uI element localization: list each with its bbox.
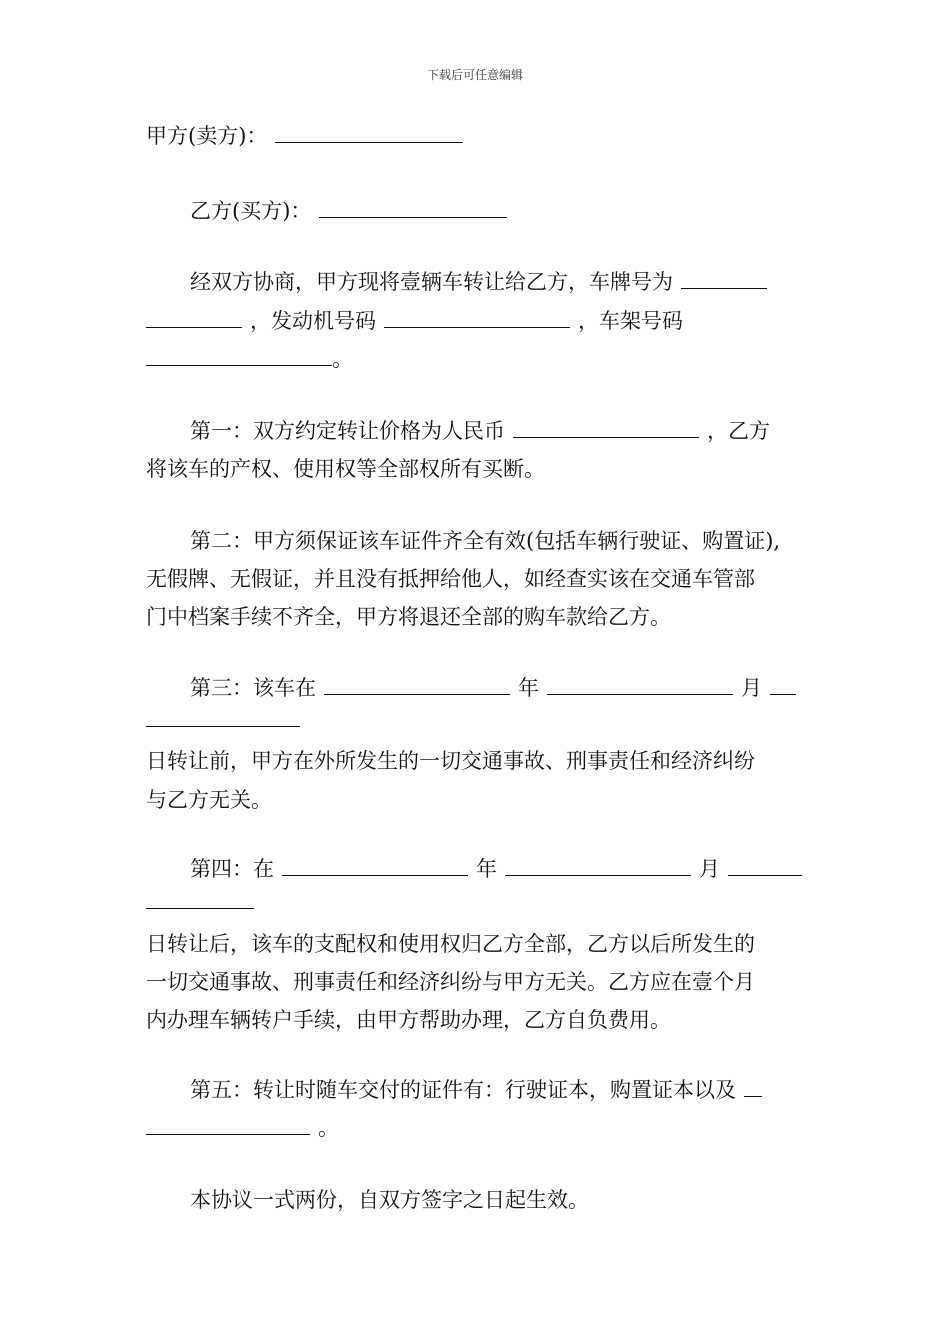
clause-2-line-2: 无假牌、无假证，并且没有抵押给他人，如经查实该在交通车管部 (146, 567, 755, 591)
clause-4-text-1: 第四：在 (190, 857, 274, 881)
clause-3-text-1: 第三：该车在 (190, 676, 316, 700)
clause-3-month-label: 月 (741, 676, 762, 700)
clause-4-month-label: 月 (699, 857, 720, 881)
page-header: 下载后可任意编辑 (426, 68, 523, 82)
clause-3-year-blank[interactable] (324, 676, 510, 695)
clause-4-year-label: 年 (476, 857, 497, 881)
clause-3-line-3: 日转让前，甲方在外所发生的一切交通事故、刑事责任和经济纠纷 (146, 749, 755, 773)
clause-5-line-1 (190, 1078, 762, 1102)
clause-3-month-blank[interactable] (547, 676, 733, 695)
clause-3-day-blank-2[interactable] (146, 708, 300, 727)
clause-5-text-1: 第五：转让时随车交付的证件有：行驶证本，购置证本以及 (190, 1078, 736, 1102)
frame-number-blank[interactable] (146, 347, 332, 366)
clause-4-line-5: 内办理车辆转户手续，由甲方帮助办理，乙方自负费用。 (146, 1008, 671, 1032)
clause-3-day-blank-1[interactable] (770, 676, 796, 695)
clause-4-day-blank-1[interactable] (728, 857, 802, 876)
documents-blank-1[interactable] (744, 1078, 762, 1097)
clause-4-line-1 (190, 857, 802, 881)
frame-number-label: ，车架号码 (578, 309, 683, 333)
party-a-blank[interactable] (275, 124, 463, 143)
clause-4-day-blank-2[interactable] (146, 890, 254, 909)
engine-number-blank[interactable] (384, 309, 570, 328)
intro-end: 。 (332, 347, 353, 371)
clause-3-line-2 (146, 708, 300, 732)
clause-3-year-label: 年 (518, 676, 539, 700)
intro-text-1: 经双方协商，甲方现将壹辆车转让给乙方，车牌号为 (190, 270, 673, 294)
documents-blank-2[interactable] (146, 1116, 310, 1135)
clause-1-text-2: ，乙方 (707, 419, 770, 443)
clause-4-month-blank[interactable] (505, 857, 691, 876)
clause-2-line-3: 门中档案手续不齐全，甲方将退还全部的购车款给乙方。 (146, 605, 671, 629)
engine-number-label: ，发动机号码 (250, 309, 376, 333)
clause-5-end: 。 (318, 1116, 339, 1140)
party-b-label: 乙方(买方)： (190, 199, 312, 223)
party-a-label: 甲方(卖方)： (146, 124, 268, 148)
clause-1-line-2: 将该车的产权、使用权等全部权所有买断。 (146, 457, 545, 481)
clause-1-line-1 (190, 419, 770, 443)
party-b-blank[interactable] (319, 199, 507, 218)
party-b-line (190, 199, 507, 223)
clause-3-line-1 (190, 676, 796, 700)
clause-5-line-2 (146, 1116, 339, 1140)
clause-4-line-3: 日转让后，该车的支配权和使用权归乙方全部，乙方以后所发生的 (146, 932, 755, 956)
party-a-line (146, 124, 463, 148)
clause-1-text-1: 第一：双方约定转让价格为人民币 (190, 419, 505, 443)
clause-4-line-2 (146, 890, 254, 914)
price-blank[interactable] (513, 419, 699, 438)
intro-line-1 (190, 270, 767, 294)
plate-number-blank-1[interactable] (681, 270, 767, 289)
intro-line-3 (146, 347, 353, 371)
plate-number-blank-2[interactable] (146, 309, 242, 328)
clause-3-line-4: 与乙方无关。 (146, 788, 272, 812)
clause-4-line-4: 一切交通事故、刑事责任和经济纠纷与甲方无关。乙方应在壹个月 (146, 970, 755, 994)
clause-2-line-1: 第二：甲方须保证该车证件齐全有效(包括车辆行驶证、购置证), (190, 529, 781, 553)
intro-line-2 (146, 309, 683, 333)
clause-4-year-blank[interactable] (282, 857, 468, 876)
closing-line: 本协议一式两份，自双方签字之日起生效。 (190, 1188, 589, 1212)
